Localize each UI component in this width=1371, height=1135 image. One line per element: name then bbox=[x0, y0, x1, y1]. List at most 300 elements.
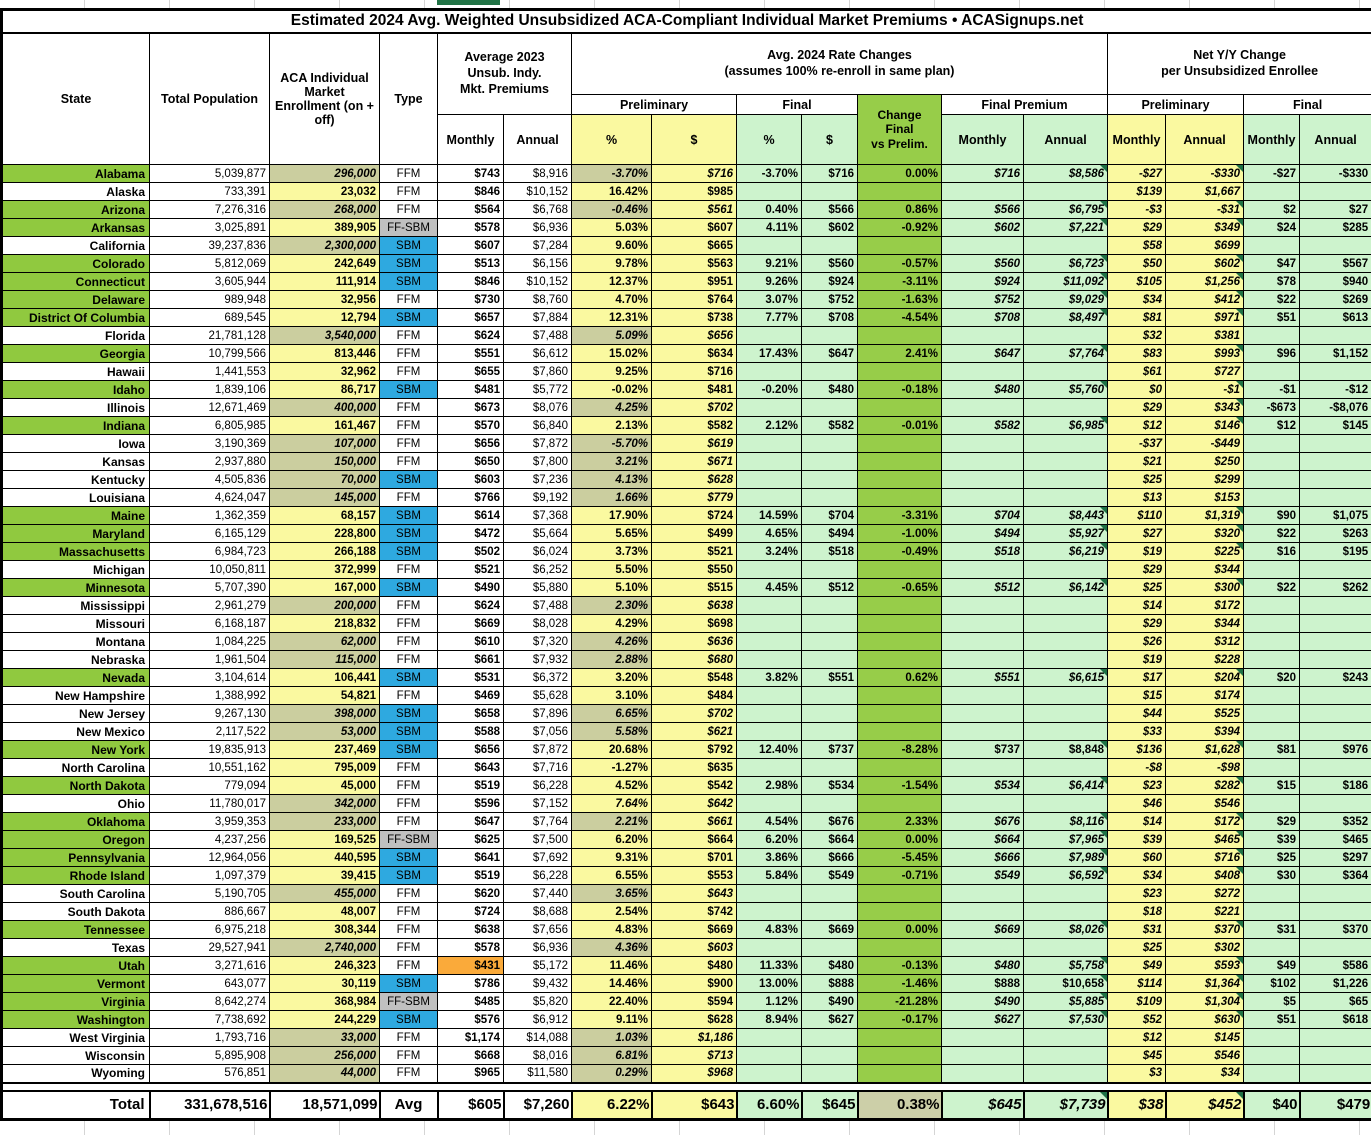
cell-state[interactable]: Maryland bbox=[2, 525, 150, 543]
cell-enrollment[interactable]: 12,794 bbox=[270, 309, 380, 327]
cell-net-prelim-monthly[interactable]: $17 bbox=[1108, 669, 1166, 687]
cell-final-rate-usd[interactable] bbox=[802, 399, 858, 417]
cell-2023-annual[interactable]: $7,236 bbox=[504, 471, 572, 489]
cell-final-premium-annual[interactable] bbox=[1024, 453, 1108, 471]
cell-type[interactable]: FFM bbox=[380, 903, 438, 921]
cell-type[interactable]: SBM bbox=[380, 975, 438, 993]
cell-final-rate-usd[interactable]: $480 bbox=[802, 957, 858, 975]
cell-net-prelim-annual[interactable]: $300 bbox=[1166, 579, 1244, 597]
cell-prelim-rate-pct[interactable]: 9.31% bbox=[572, 849, 652, 867]
cell-enrollment[interactable]: 200,000 bbox=[270, 597, 380, 615]
cell-prelim-rate-pct[interactable]: 4.70% bbox=[572, 291, 652, 309]
cell-final-premium-annual[interactable]: $5,758 bbox=[1024, 957, 1108, 975]
cell-prelim-rate-usd[interactable]: $713 bbox=[652, 1047, 737, 1065]
cell-prelim-rate-pct[interactable]: 20.68% bbox=[572, 741, 652, 759]
cell-net-prelim-annual[interactable]: $465 bbox=[1166, 831, 1244, 849]
cell-final-rate-pct[interactable] bbox=[737, 795, 802, 813]
cell-final-premium-annual[interactable] bbox=[1024, 795, 1108, 813]
cell-final-premium-monthly[interactable] bbox=[942, 471, 1024, 489]
cell-net-final-monthly[interactable]: $96 bbox=[1244, 345, 1300, 363]
cell-2023-annual[interactable]: $7,884 bbox=[504, 309, 572, 327]
cell-population[interactable]: 689,545 bbox=[150, 309, 270, 327]
cell-state[interactable]: North Carolina bbox=[2, 759, 150, 777]
cell-final-rate-usd[interactable]: $737 bbox=[802, 741, 858, 759]
cell-net-final-annual[interactable] bbox=[1300, 183, 1371, 201]
header-net-prelim-annual[interactable]: Annual bbox=[1166, 115, 1244, 165]
cell-prelim-rate-pct[interactable]: 2.88% bbox=[572, 651, 652, 669]
cell-change-final-vs-prelim[interactable] bbox=[858, 489, 942, 507]
cell-enrollment[interactable]: 33,000 bbox=[270, 1029, 380, 1047]
cell-prelim-rate-pct[interactable]: 6.20% bbox=[572, 831, 652, 849]
cell-prelim-rate-usd[interactable]: $716 bbox=[652, 363, 737, 381]
cell-population[interactable]: 5,895,908 bbox=[150, 1047, 270, 1065]
header-change-final-vs-prelim[interactable] bbox=[858, 95, 942, 165]
cell-2023-monthly[interactable]: $656 bbox=[438, 741, 504, 759]
cell-final-rate-pct[interactable] bbox=[737, 363, 802, 381]
cell-state[interactable]: Georgia bbox=[2, 345, 150, 363]
cell-net-prelim-annual[interactable]: $1,304 bbox=[1166, 993, 1244, 1011]
cell-prelim-rate-usd[interactable]: $779 bbox=[652, 489, 737, 507]
cell-final-premium-annual[interactable]: $6,795 bbox=[1024, 201, 1108, 219]
cell-enrollment[interactable]: 32,956 bbox=[270, 291, 380, 309]
cell-net-final-monthly[interactable] bbox=[1244, 183, 1300, 201]
cell-2023-monthly[interactable]: $578 bbox=[438, 939, 504, 957]
cell-final-premium-monthly[interactable]: $480 bbox=[942, 957, 1024, 975]
cell-net-prelim-monthly[interactable]: $21 bbox=[1108, 453, 1166, 471]
cell-population[interactable]: 1,839,106 bbox=[150, 381, 270, 399]
cell-change-final-vs-prelim[interactable] bbox=[858, 705, 942, 723]
cell-change-final-vs-prelim[interactable] bbox=[858, 237, 942, 255]
cell-2023-annual[interactable]: $7,656 bbox=[504, 921, 572, 939]
cell-state[interactable]: Ohio bbox=[2, 795, 150, 813]
cell-net-prelim-annual[interactable]: $370 bbox=[1166, 921, 1244, 939]
cell-2023-monthly[interactable]: $624 bbox=[438, 597, 504, 615]
cell-prelim-rate-usd[interactable]: $724 bbox=[652, 507, 737, 525]
cell-2023-annual[interactable]: $8,688 bbox=[504, 903, 572, 921]
cell-net-prelim-monthly[interactable]: $29 bbox=[1108, 615, 1166, 633]
cell-net-prelim-annual[interactable]: $593 bbox=[1166, 957, 1244, 975]
cell-change-final-vs-prelim[interactable] bbox=[858, 615, 942, 633]
cell-final-rate-usd[interactable]: $566 bbox=[802, 201, 858, 219]
header-net-yy-change[interactable] bbox=[1108, 33, 1371, 95]
cell-final-rate-usd[interactable] bbox=[802, 327, 858, 345]
cell-net-final-annual[interactable]: $263 bbox=[1300, 525, 1371, 543]
cell-change-final-vs-prelim[interactable] bbox=[858, 651, 942, 669]
cell-net-prelim-annual[interactable]: $1,667 bbox=[1166, 183, 1244, 201]
cell-net-prelim-monthly[interactable]: $44 bbox=[1108, 705, 1166, 723]
cell-prelim-rate-usd[interactable]: $638 bbox=[652, 597, 737, 615]
cell-population[interactable]: 1,084,225 bbox=[150, 633, 270, 651]
cell-final-rate-pct[interactable]: 7.77% bbox=[737, 309, 802, 327]
cell-net-prelim-monthly[interactable]: -$27 bbox=[1108, 165, 1166, 183]
cell-2023-monthly[interactable]: $469 bbox=[438, 687, 504, 705]
cell-final-premium-monthly[interactable] bbox=[942, 615, 1024, 633]
cell-final-rate-usd[interactable] bbox=[802, 903, 858, 921]
cell-net-final-monthly[interactable] bbox=[1244, 561, 1300, 579]
cell-final-rate-usd[interactable]: $549 bbox=[802, 867, 858, 885]
cell-final-premium-monthly[interactable]: $704 bbox=[942, 507, 1024, 525]
cell-enrollment[interactable]: 268,000 bbox=[270, 201, 380, 219]
cell-state[interactable]: Oregon bbox=[2, 831, 150, 849]
cell-net-final-monthly[interactable]: $22 bbox=[1244, 291, 1300, 309]
cell-net-prelim-annual[interactable]: -$330 bbox=[1166, 165, 1244, 183]
cell-final-rate-pct[interactable] bbox=[737, 1029, 802, 1047]
cell-type[interactable]: FFM bbox=[380, 561, 438, 579]
cell-type[interactable]: SBM bbox=[380, 741, 438, 759]
cell-final-rate-usd[interactable]: $666 bbox=[802, 849, 858, 867]
cell-final-rate-usd[interactable]: $582 bbox=[802, 417, 858, 435]
cell-net-prelim-monthly[interactable]: -$3 bbox=[1108, 201, 1166, 219]
cell-type[interactable]: FFM bbox=[380, 777, 438, 795]
cell-population[interactable]: 1,441,553 bbox=[150, 363, 270, 381]
cell-population[interactable]: 6,168,187 bbox=[150, 615, 270, 633]
cell-final-premium-monthly[interactable]: $666 bbox=[942, 849, 1024, 867]
cell-final-premium-annual[interactable]: $6,615 bbox=[1024, 669, 1108, 687]
cell-change-final-vs-prelim[interactable]: 0.00% bbox=[858, 921, 942, 939]
cell-2023-annual[interactable]: $5,880 bbox=[504, 579, 572, 597]
cell-enrollment[interactable]: 2,740,000 bbox=[270, 939, 380, 957]
header-2024-rate-changes[interactable] bbox=[572, 33, 1108, 95]
cell-change-final-vs-prelim[interactable] bbox=[858, 1065, 942, 1083]
cell-final-rate-pct[interactable] bbox=[737, 759, 802, 777]
cell-final-rate-pct[interactable] bbox=[737, 237, 802, 255]
cell-population[interactable]: 2,961,279 bbox=[150, 597, 270, 615]
cell-2023-monthly[interactable]: $846 bbox=[438, 183, 504, 201]
cell-enrollment[interactable]: 389,905 bbox=[270, 219, 380, 237]
cell-net-prelim-annual[interactable]: $299 bbox=[1166, 471, 1244, 489]
header-final-premium[interactable]: Final Premium bbox=[942, 95, 1108, 115]
cell-type[interactable]: SBM bbox=[380, 255, 438, 273]
cell-net-final-monthly[interactable] bbox=[1244, 903, 1300, 921]
cell-population[interactable]: 3,605,944 bbox=[150, 273, 270, 291]
cell-enrollment[interactable]: 23,032 bbox=[270, 183, 380, 201]
cell-population[interactable]: 733,391 bbox=[150, 183, 270, 201]
cell-prelim-rate-pct[interactable]: 1.66% bbox=[572, 489, 652, 507]
cell-final-rate-pct[interactable] bbox=[737, 903, 802, 921]
cell-final-rate-usd[interactable]: $560 bbox=[802, 255, 858, 273]
total-change-final-vs-prelim[interactable]: 0.38% bbox=[858, 1091, 942, 1120]
cell-2023-annual[interactable]: $5,820 bbox=[504, 993, 572, 1011]
cell-2023-annual[interactable]: $5,664 bbox=[504, 525, 572, 543]
cell-net-prelim-annual[interactable]: $525 bbox=[1166, 705, 1244, 723]
cell-population[interactable]: 9,267,130 bbox=[150, 705, 270, 723]
cell-prelim-rate-usd[interactable]: $698 bbox=[652, 615, 737, 633]
cell-net-final-monthly[interactable]: $29 bbox=[1244, 813, 1300, 831]
cell-change-final-vs-prelim[interactable]: 0.00% bbox=[858, 831, 942, 849]
cell-net-final-monthly[interactable] bbox=[1244, 615, 1300, 633]
total-net-final-annual[interactable]: $479 bbox=[1300, 1091, 1371, 1120]
cell-net-final-monthly[interactable]: $30 bbox=[1244, 867, 1300, 885]
total-prelim-rate-usd[interactable]: $643 bbox=[652, 1091, 737, 1120]
total-type-avg[interactable]: Avg bbox=[380, 1091, 438, 1120]
cell-prelim-rate-usd[interactable]: $550 bbox=[652, 561, 737, 579]
header-final-pct[interactable]: % bbox=[737, 115, 802, 165]
cell-population[interactable]: 886,667 bbox=[150, 903, 270, 921]
cell-type[interactable]: SBM bbox=[380, 525, 438, 543]
cell-net-prelim-annual[interactable]: $153 bbox=[1166, 489, 1244, 507]
cell-2023-annual[interactable]: $14,088 bbox=[504, 1029, 572, 1047]
cell-final-premium-annual[interactable]: $7,965 bbox=[1024, 831, 1108, 849]
cell-final-rate-pct[interactable]: 9.21% bbox=[737, 255, 802, 273]
cell-prelim-rate-pct[interactable]: 6.55% bbox=[572, 867, 652, 885]
cell-final-premium-annual[interactable]: $8,497 bbox=[1024, 309, 1108, 327]
cell-prelim-rate-usd[interactable]: $607 bbox=[652, 219, 737, 237]
cell-2023-annual[interactable]: $6,024 bbox=[504, 543, 572, 561]
cell-2023-annual[interactable]: $7,716 bbox=[504, 759, 572, 777]
cell-enrollment[interactable]: 372,999 bbox=[270, 561, 380, 579]
cell-state[interactable]: Arkansas bbox=[2, 219, 150, 237]
cell-population[interactable]: 3,025,891 bbox=[150, 219, 270, 237]
cell-prelim-rate-pct[interactable]: 3.65% bbox=[572, 885, 652, 903]
cell-net-final-monthly[interactable]: $31 bbox=[1244, 921, 1300, 939]
cell-final-premium-monthly[interactable]: $664 bbox=[942, 831, 1024, 849]
cell-final-rate-pct[interactable]: 9.26% bbox=[737, 273, 802, 291]
cell-population[interactable]: 4,505,836 bbox=[150, 471, 270, 489]
cell-enrollment[interactable]: 440,595 bbox=[270, 849, 380, 867]
cell-final-rate-usd[interactable]: $704 bbox=[802, 507, 858, 525]
cell-enrollment[interactable]: 54,821 bbox=[270, 687, 380, 705]
cell-net-prelim-annual[interactable]: $272 bbox=[1166, 885, 1244, 903]
cell-net-final-annual[interactable] bbox=[1300, 939, 1371, 957]
cell-2023-monthly[interactable]: $668 bbox=[438, 1047, 504, 1065]
cell-population[interactable]: 576,851 bbox=[150, 1065, 270, 1083]
cell-final-premium-annual[interactable]: $6,985 bbox=[1024, 417, 1108, 435]
cell-net-prelim-annual[interactable]: $344 bbox=[1166, 615, 1244, 633]
cell-net-final-annual[interactable] bbox=[1300, 471, 1371, 489]
cell-state[interactable]: New Mexico bbox=[2, 723, 150, 741]
cell-state[interactable]: Washington bbox=[2, 1011, 150, 1029]
cell-net-prelim-monthly[interactable]: $19 bbox=[1108, 543, 1166, 561]
cell-enrollment[interactable]: 167,000 bbox=[270, 579, 380, 597]
cell-final-premium-annual[interactable]: $5,927 bbox=[1024, 525, 1108, 543]
cell-prelim-rate-pct[interactable]: 5.10% bbox=[572, 579, 652, 597]
cell-net-final-monthly[interactable]: -$1 bbox=[1244, 381, 1300, 399]
cell-final-premium-annual[interactable]: $8,026 bbox=[1024, 921, 1108, 939]
cell-state[interactable]: Minnesota bbox=[2, 579, 150, 597]
cell-final-rate-pct[interactable] bbox=[737, 435, 802, 453]
cell-state[interactable]: Wyoming bbox=[2, 1065, 150, 1083]
cell-population[interactable]: 6,165,129 bbox=[150, 525, 270, 543]
cell-final-premium-monthly[interactable]: $602 bbox=[942, 219, 1024, 237]
cell-state[interactable]: Oklahoma bbox=[2, 813, 150, 831]
cell-final-premium-annual[interactable] bbox=[1024, 651, 1108, 669]
total-2023-monthly[interactable]: $605 bbox=[438, 1091, 504, 1120]
cell-state[interactable]: Montana bbox=[2, 633, 150, 651]
cell-net-final-monthly[interactable]: $20 bbox=[1244, 669, 1300, 687]
cell-type[interactable]: SBM bbox=[380, 471, 438, 489]
cell-final-premium-monthly[interactable] bbox=[942, 723, 1024, 741]
cell-net-prelim-annual[interactable]: $1,319 bbox=[1166, 507, 1244, 525]
cell-prelim-rate-pct[interactable]: 11.46% bbox=[572, 957, 652, 975]
cell-prelim-rate-pct[interactable]: 4.36% bbox=[572, 939, 652, 957]
cell-population[interactable]: 7,276,316 bbox=[150, 201, 270, 219]
cell-net-final-monthly[interactable] bbox=[1244, 327, 1300, 345]
cell-net-final-annual[interactable]: $976 bbox=[1300, 741, 1371, 759]
cell-type[interactable]: SBM bbox=[380, 543, 438, 561]
cell-net-final-monthly[interactable] bbox=[1244, 723, 1300, 741]
cell-2023-annual[interactable]: $6,252 bbox=[504, 561, 572, 579]
cell-enrollment[interactable]: 368,984 bbox=[270, 993, 380, 1011]
cell-prelim-rate-usd[interactable]: $484 bbox=[652, 687, 737, 705]
cell-prelim-rate-pct[interactable]: -3.70% bbox=[572, 165, 652, 183]
cell-state[interactable]: Hawaii bbox=[2, 363, 150, 381]
cell-final-premium-annual[interactable] bbox=[1024, 1029, 1108, 1047]
cell-prelim-rate-pct[interactable]: 12.37% bbox=[572, 273, 652, 291]
cell-type[interactable]: FFM bbox=[380, 957, 438, 975]
cell-prelim-rate-pct[interactable]: 3.73% bbox=[572, 543, 652, 561]
total-2023-annual[interactable]: $7,260 bbox=[504, 1091, 572, 1120]
cell-2023-monthly[interactable]: $669 bbox=[438, 615, 504, 633]
cell-final-rate-usd[interactable] bbox=[802, 1029, 858, 1047]
cell-prelim-rate-pct[interactable]: 2.54% bbox=[572, 903, 652, 921]
cell-final-premium-monthly[interactable] bbox=[942, 759, 1024, 777]
cell-final-premium-monthly[interactable]: $669 bbox=[942, 921, 1024, 939]
cell-2023-annual[interactable]: $8,760 bbox=[504, 291, 572, 309]
cell-final-premium-monthly[interactable]: $676 bbox=[942, 813, 1024, 831]
cell-type[interactable]: FFM bbox=[380, 1065, 438, 1083]
cell-prelim-rate-pct[interactable]: 4.29% bbox=[572, 615, 652, 633]
cell-final-rate-pct[interactable] bbox=[737, 597, 802, 615]
cell-net-final-monthly[interactable] bbox=[1244, 795, 1300, 813]
cell-change-final-vs-prelim[interactable]: -1.46% bbox=[858, 975, 942, 993]
cell-prelim-rate-usd[interactable]: $480 bbox=[652, 957, 737, 975]
cell-final-premium-monthly[interactable]: $490 bbox=[942, 993, 1024, 1011]
cell-final-rate-usd[interactable] bbox=[802, 759, 858, 777]
cell-net-prelim-annual[interactable]: $172 bbox=[1166, 813, 1244, 831]
cell-net-final-annual[interactable] bbox=[1300, 651, 1371, 669]
cell-net-final-annual[interactable]: $1,075 bbox=[1300, 507, 1371, 525]
cell-type[interactable]: FFM bbox=[380, 921, 438, 939]
cell-net-prelim-monthly[interactable]: $45 bbox=[1108, 1047, 1166, 1065]
cell-net-final-monthly[interactable]: $24 bbox=[1244, 219, 1300, 237]
cell-net-final-annual[interactable]: $567 bbox=[1300, 255, 1371, 273]
cell-final-premium-annual[interactable] bbox=[1024, 561, 1108, 579]
cell-final-premium-annual[interactable]: $5,885 bbox=[1024, 993, 1108, 1011]
cell-final-rate-pct[interactable] bbox=[737, 453, 802, 471]
cell-type[interactable]: FF-SBM bbox=[380, 831, 438, 849]
cell-prelim-rate-pct[interactable]: 5.58% bbox=[572, 723, 652, 741]
cell-final-premium-annual[interactable] bbox=[1024, 489, 1108, 507]
cell-state[interactable]: Texas bbox=[2, 939, 150, 957]
cell-final-rate-usd[interactable]: $494 bbox=[802, 525, 858, 543]
cell-type[interactable]: SBM bbox=[380, 867, 438, 885]
cell-net-prelim-annual[interactable]: $408 bbox=[1166, 867, 1244, 885]
cell-population[interactable]: 19,835,913 bbox=[150, 741, 270, 759]
cell-prelim-rate-pct[interactable]: 5.65% bbox=[572, 525, 652, 543]
cell-final-rate-usd[interactable] bbox=[802, 705, 858, 723]
cell-state[interactable]: Arizona bbox=[2, 201, 150, 219]
cell-enrollment[interactable]: 44,000 bbox=[270, 1065, 380, 1083]
cell-net-prelim-monthly[interactable]: $34 bbox=[1108, 291, 1166, 309]
cell-2023-annual[interactable]: $7,488 bbox=[504, 597, 572, 615]
cell-type[interactable]: SBM bbox=[380, 579, 438, 597]
cell-prelim-rate-usd[interactable]: $563 bbox=[652, 255, 737, 273]
cell-state[interactable]: Louisiana bbox=[2, 489, 150, 507]
cell-net-final-monthly[interactable] bbox=[1244, 363, 1300, 381]
cell-net-prelim-annual[interactable]: $602 bbox=[1166, 255, 1244, 273]
cell-final-rate-pct[interactable]: 4.45% bbox=[737, 579, 802, 597]
cell-net-prelim-monthly[interactable]: $114 bbox=[1108, 975, 1166, 993]
cell-change-final-vs-prelim[interactable]: -0.13% bbox=[858, 957, 942, 975]
cell-change-final-vs-prelim[interactable] bbox=[858, 723, 942, 741]
cell-population[interactable]: 7,738,692 bbox=[150, 1011, 270, 1029]
cell-final-rate-usd[interactable] bbox=[802, 471, 858, 489]
cell-net-prelim-annual[interactable]: $250 bbox=[1166, 453, 1244, 471]
cell-net-final-annual[interactable]: $269 bbox=[1300, 291, 1371, 309]
cell-population[interactable]: 2,117,522 bbox=[150, 723, 270, 741]
cell-final-rate-pct[interactable]: 8.94% bbox=[737, 1011, 802, 1029]
cell-change-final-vs-prelim[interactable]: 2.41% bbox=[858, 345, 942, 363]
cell-change-final-vs-prelim[interactable] bbox=[858, 327, 942, 345]
cell-2023-annual[interactable]: $7,872 bbox=[504, 435, 572, 453]
cell-final-premium-monthly[interactable]: $582 bbox=[942, 417, 1024, 435]
cell-state[interactable]: Kentucky bbox=[2, 471, 150, 489]
cell-final-premium-annual[interactable]: $8,443 bbox=[1024, 507, 1108, 525]
cell-net-prelim-annual[interactable]: -$31 bbox=[1166, 201, 1244, 219]
cell-net-prelim-monthly[interactable]: $105 bbox=[1108, 273, 1166, 291]
cell-final-rate-usd[interactable] bbox=[802, 1047, 858, 1065]
cell-prelim-rate-usd[interactable]: $561 bbox=[652, 201, 737, 219]
cell-net-prelim-monthly[interactable]: $25 bbox=[1108, 939, 1166, 957]
cell-population[interactable]: 5,190,705 bbox=[150, 885, 270, 903]
cell-2023-monthly[interactable]: $519 bbox=[438, 777, 504, 795]
cell-prelim-rate-usd[interactable]: $664 bbox=[652, 831, 737, 849]
cell-enrollment[interactable]: 3,540,000 bbox=[270, 327, 380, 345]
cell-net-final-annual[interactable]: $586 bbox=[1300, 957, 1371, 975]
cell-final-premium-annual[interactable] bbox=[1024, 723, 1108, 741]
cell-final-rate-pct[interactable] bbox=[737, 399, 802, 417]
cell-net-prelim-annual[interactable]: $146 bbox=[1166, 417, 1244, 435]
cell-net-final-monthly[interactable]: $81 bbox=[1244, 741, 1300, 759]
cell-type[interactable]: SBM bbox=[380, 705, 438, 723]
cell-state[interactable]: Iowa bbox=[2, 435, 150, 453]
total-final-premium-annual[interactable]: $7,739 bbox=[1024, 1091, 1108, 1120]
cell-2023-annual[interactable]: $7,896 bbox=[504, 705, 572, 723]
cell-2023-annual[interactable]: $7,320 bbox=[504, 633, 572, 651]
cell-net-prelim-monthly[interactable]: $29 bbox=[1108, 399, 1166, 417]
cell-final-premium-monthly[interactable] bbox=[942, 885, 1024, 903]
cell-net-final-monthly[interactable]: $78 bbox=[1244, 273, 1300, 291]
cell-change-final-vs-prelim[interactable]: 0.62% bbox=[858, 669, 942, 687]
cell-prelim-rate-usd[interactable]: $742 bbox=[652, 903, 737, 921]
cell-prelim-rate-usd[interactable]: $738 bbox=[652, 309, 737, 327]
cell-net-final-annual[interactable]: -$330 bbox=[1300, 165, 1371, 183]
cell-prelim-rate-usd[interactable]: $628 bbox=[652, 471, 737, 489]
cell-2023-annual[interactable]: $6,228 bbox=[504, 777, 572, 795]
cell-2023-annual[interactable]: $8,916 bbox=[504, 165, 572, 183]
cell-state[interactable]: Wisconsin bbox=[2, 1047, 150, 1065]
cell-2023-monthly[interactable]: $521 bbox=[438, 561, 504, 579]
cell-final-premium-annual[interactable] bbox=[1024, 237, 1108, 255]
cell-final-rate-usd[interactable]: $518 bbox=[802, 543, 858, 561]
cell-type[interactable]: SBM bbox=[380, 237, 438, 255]
cell-net-prelim-annual[interactable]: $302 bbox=[1166, 939, 1244, 957]
cell-type[interactable]: FFM bbox=[380, 615, 438, 633]
cell-net-final-annual[interactable]: $186 bbox=[1300, 777, 1371, 795]
cell-state[interactable]: Pennsylvania bbox=[2, 849, 150, 867]
cell-2023-annual[interactable]: $7,872 bbox=[504, 741, 572, 759]
cell-2023-monthly[interactable]: $513 bbox=[438, 255, 504, 273]
cell-prelim-rate-pct[interactable]: 2.30% bbox=[572, 597, 652, 615]
cell-net-prelim-annual[interactable]: $343 bbox=[1166, 399, 1244, 417]
cell-state[interactable]: Rhode Island bbox=[2, 867, 150, 885]
cell-net-prelim-annual[interactable]: $344 bbox=[1166, 561, 1244, 579]
cell-final-rate-pct[interactable]: 3.86% bbox=[737, 849, 802, 867]
cell-enrollment[interactable]: 70,000 bbox=[270, 471, 380, 489]
cell-prelim-rate-pct[interactable]: 2.13% bbox=[572, 417, 652, 435]
cell-prelim-rate-usd[interactable]: $594 bbox=[652, 993, 737, 1011]
cell-type[interactable]: FFM bbox=[380, 417, 438, 435]
